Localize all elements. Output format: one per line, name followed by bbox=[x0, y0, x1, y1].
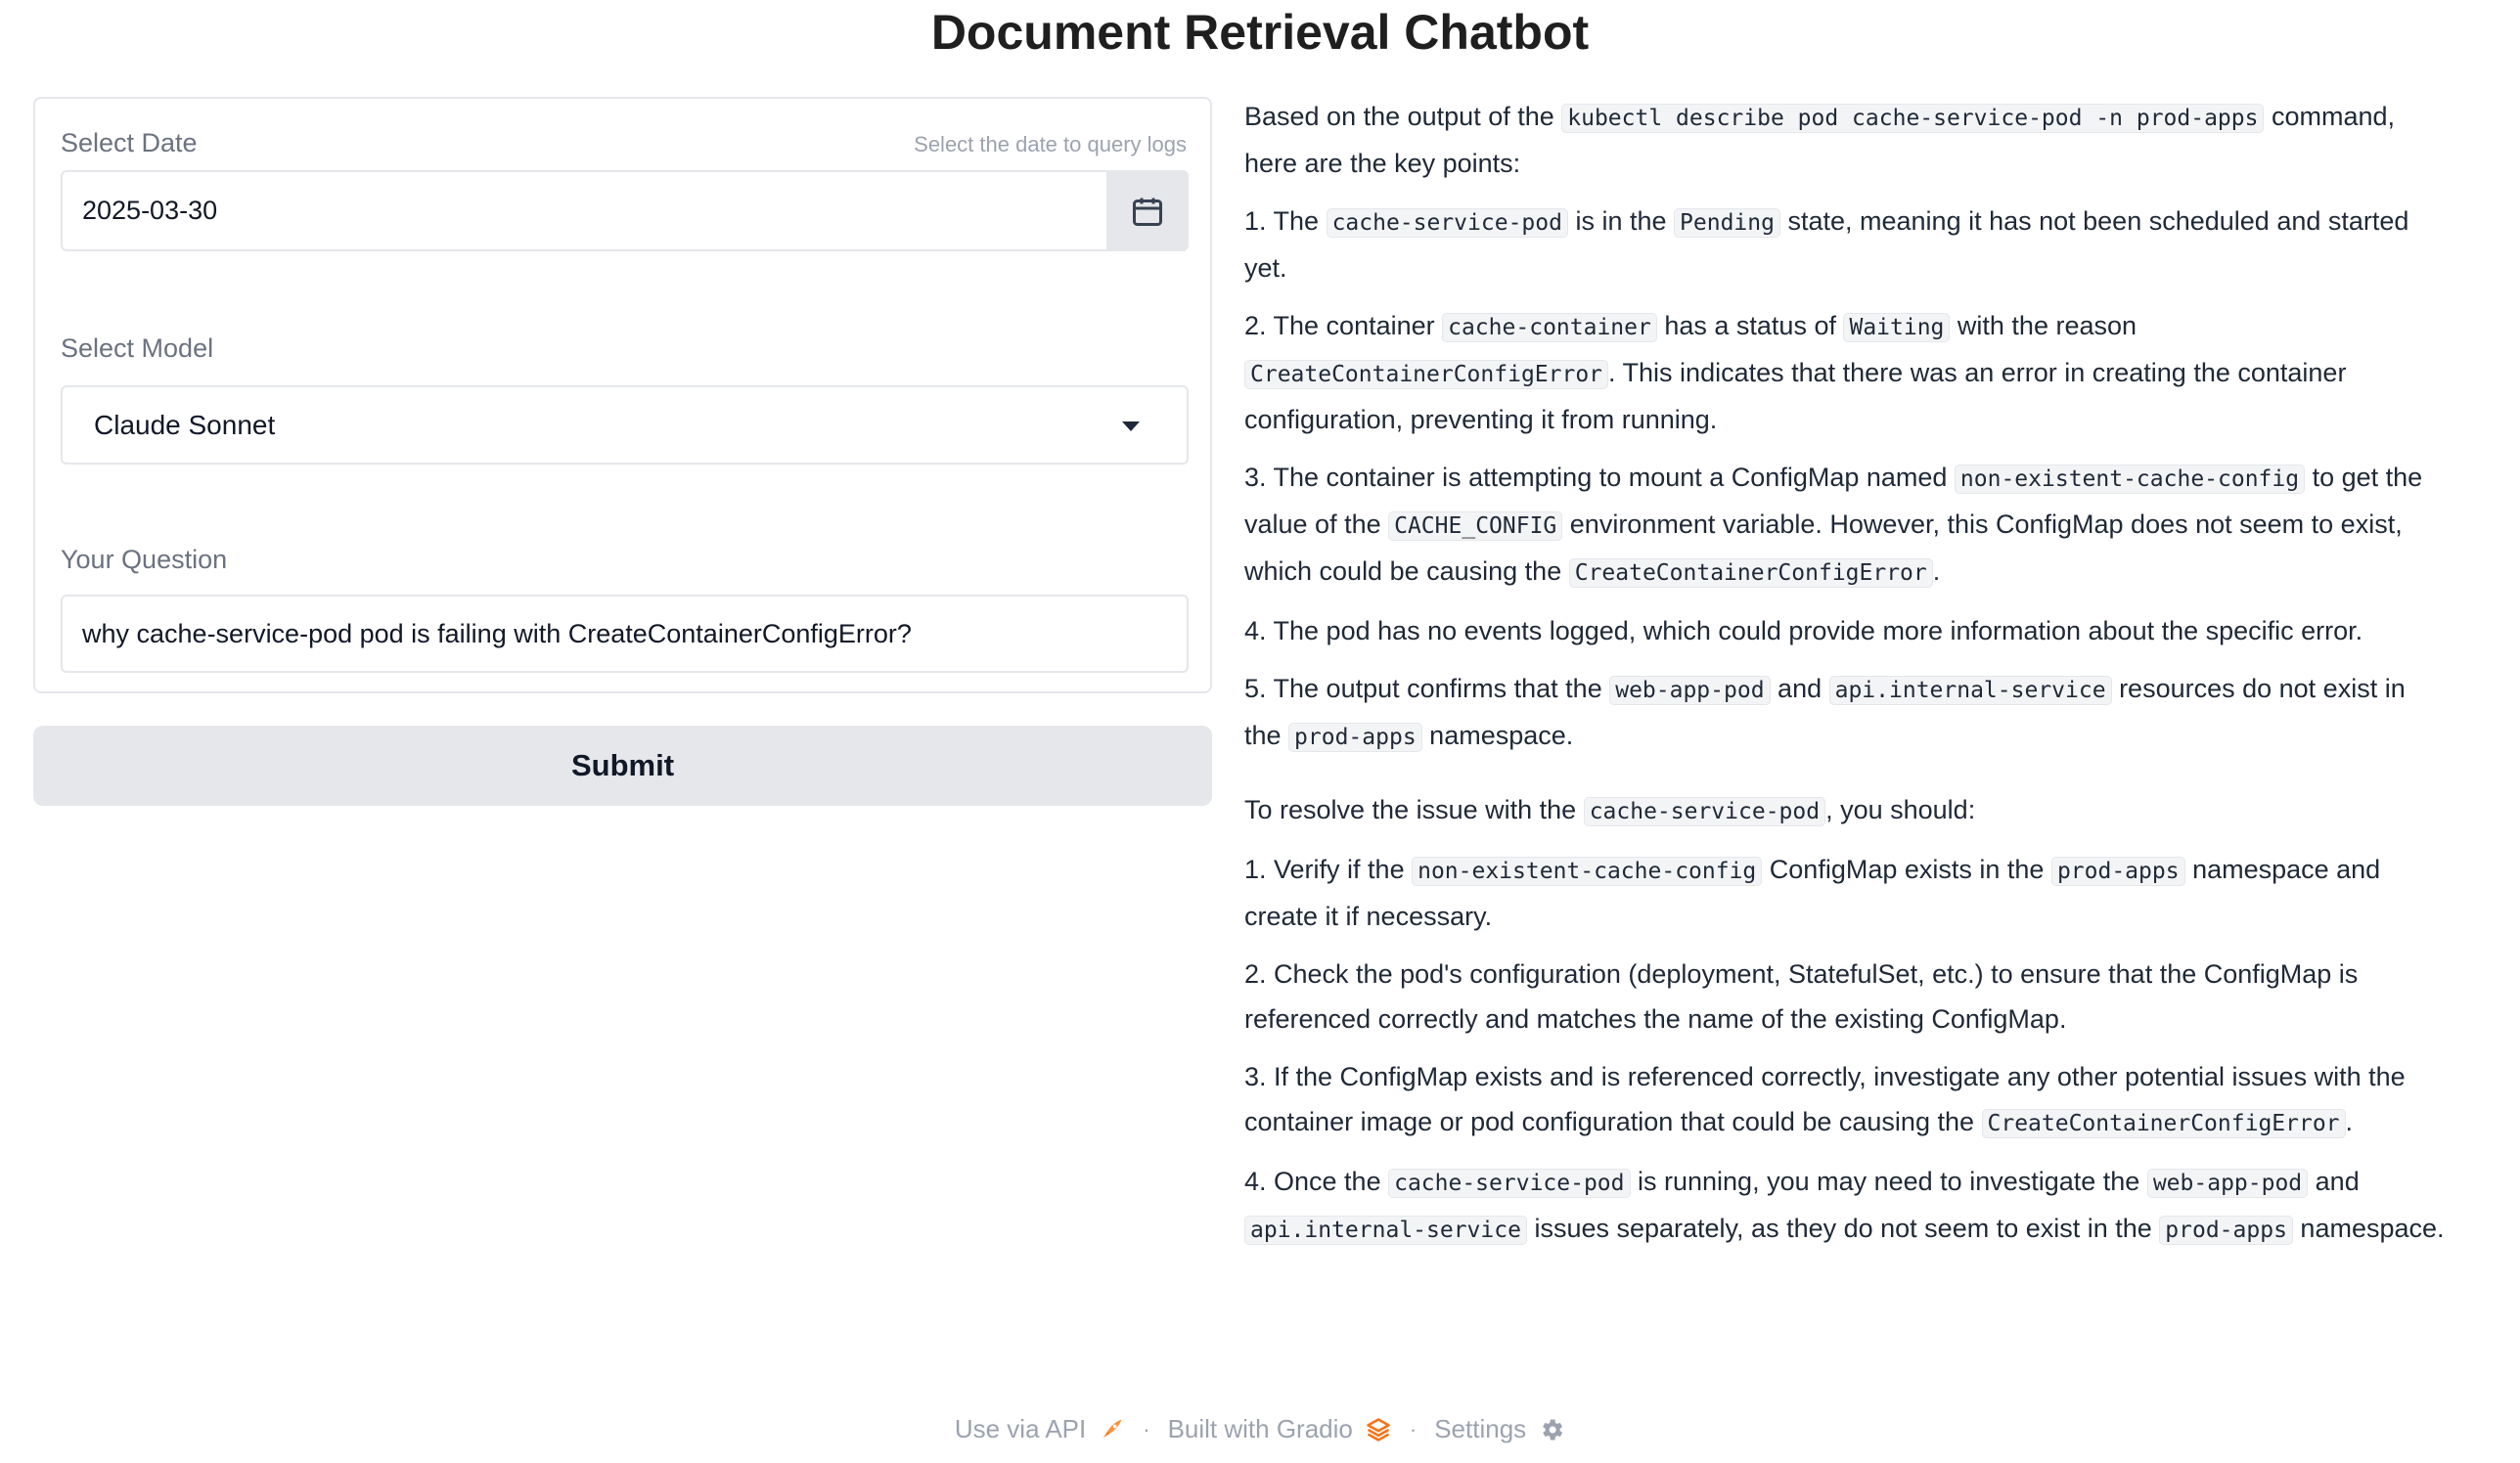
answer-output bbox=[1244, 94, 2448, 1265]
use-via-api-link[interactable]: Use via API bbox=[955, 1414, 1125, 1444]
gear-icon bbox=[1538, 1416, 1565, 1443]
calendar-button[interactable] bbox=[1106, 170, 1189, 251]
gradio-logo-icon bbox=[1365, 1416, 1392, 1443]
settings-link[interactable]: Settings bbox=[1434, 1414, 1565, 1444]
answer-point-3: 3. The container is attempting to mount a ConfigMap named non-existent-cache-config to get the value of the CACHE_CONFIG environment variable. However, this ConfigMap does not seem to exist, which could be causing the CreateContainerConfigError . bbox=[1244, 463, 2423, 586]
answer-intro: Based on the output of the kubectl describe pod cache-service-pod -n prod-apps command, here are the key points: bbox=[1244, 102, 2396, 178]
model-value: Claude Sonnet bbox=[94, 410, 276, 440]
page-title: Document Retrieval Chatbot bbox=[930, 5, 1590, 60]
rocket-icon bbox=[1098, 1416, 1125, 1443]
question-input[interactable] bbox=[61, 595, 1189, 673]
answer-point-1: 1. The cache-service-pod is in the Pending state, meaning it has not been scheduled and started yet. bbox=[1244, 206, 2409, 283]
answer-step-1: 1. Verify if the non-existent-cache-config ConfigMap exists in the prod-apps namespace and create it if necessary. bbox=[1244, 855, 2381, 931]
question-label: Your Question bbox=[61, 545, 228, 574]
built-with-gradio-link[interactable]: Built with Gradio bbox=[1168, 1414, 1392, 1444]
submit-button[interactable]: Submit bbox=[33, 726, 1212, 806]
date-input[interactable] bbox=[61, 170, 1189, 251]
answer-resolve-intro: To resolve the issue with the cache-service-pod , you should: bbox=[1244, 795, 1976, 824]
date-value: 2025-03-30 bbox=[82, 196, 218, 225]
answer-step-3: 3. If the ConfigMap exists and is referenced correctly, investigate any other potential issues with the container image or pod configuration that could be causing the CreateContainerConfigError . bbox=[1244, 1062, 2406, 1136]
model-dropdown[interactable] bbox=[61, 385, 1189, 465]
model-label: Select Model bbox=[61, 333, 214, 363]
answer-point-5: 5. The output confirms that the web-app-pod and api.internal-service resources do not exist in the prod-apps namespace. bbox=[1244, 674, 2406, 750]
date-label: Select Date bbox=[61, 128, 198, 157]
answer-point-2: 2. The container cache-container has a status of Waiting with the reason CreateContainerConfigError . This indicates that there was an error in creating the container configuration, preventing it from running. bbox=[1244, 311, 2347, 434]
footer-separator: · bbox=[1143, 1416, 1150, 1441]
answer-step-4: 4. Once the cache-service-pod is running, you may need to investigate the web-app-pod and api.internal-service issues separately, as they do not seem to exist in the prod-apps namespace. bbox=[1244, 1167, 2445, 1243]
footer bbox=[0, 1414, 2520, 1444]
question-value: why cache-service-pod pod is failing with CreateContainerConfigError? bbox=[82, 619, 912, 648]
date-hint: Select the date to query logs bbox=[914, 132, 1187, 156]
calendar-icon bbox=[1130, 194, 1165, 229]
answer-step-2: 2. Check the pod's configuration (deployment, StatefulSet, etc.) to ensure that the ConfigMap is referenced correctly and matches the name of the existing ConfigMap. bbox=[1244, 959, 2359, 1034]
answer-point-4: 4. The pod has no events logged, which could provide more information about the specific error. bbox=[1244, 616, 2363, 645]
chevron-down-icon[interactable] bbox=[1122, 421, 1140, 431]
footer-separator: · bbox=[1409, 1416, 1418, 1441]
input-panel bbox=[33, 97, 1212, 693]
